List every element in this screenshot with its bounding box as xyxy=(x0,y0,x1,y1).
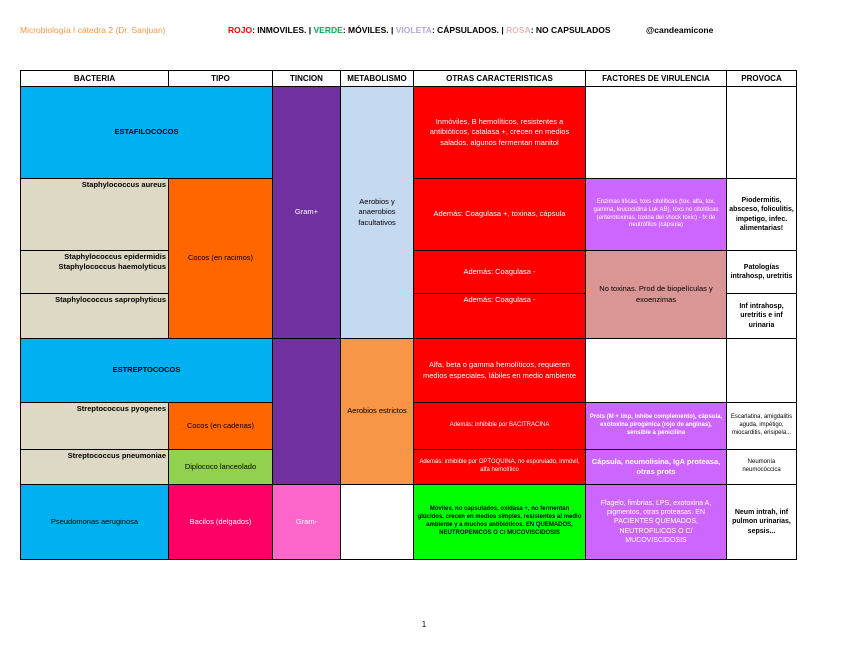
column-header-tipo: TIPO xyxy=(169,71,273,87)
otras-epidermidis: Además: Coagulasa - xyxy=(414,251,586,294)
virulencia-aureus: Enzimas líticas, toxs citolíticas (tox. alfa, tox. gamma, leucocidina Luk AB), toxs no citolíticas (enterotoxinas, toxina del shock toxic) - fx de neutrófilos (cápsula) xyxy=(586,179,727,251)
virulencia-pneumoniae: Cápsula, neumolisina, IgA proteasa, otras prots xyxy=(586,450,727,485)
bacteria-staph-saprophyticus: Staphylococcus saprophyticus xyxy=(21,294,169,339)
otras-saprophyticus: Además: Coagulasa - xyxy=(414,294,586,339)
page-number: 1 xyxy=(421,620,427,629)
metabolismo-aerobios-estrictos: Aerobios estrictos xyxy=(341,339,414,485)
virulencia-pseudomonas: Flagelo, fimbrias, LPS, exotoxina A, pigmentos, otras proteasas. EN PACIENTES QUEMADOS, NEUTROFILICOS O C/ MUCOVISCIDOSIS xyxy=(586,485,727,560)
virulencia-epidermidis xyxy=(586,251,727,339)
legend-rojo-text: : INMOVILES. | xyxy=(252,25,314,35)
provoca-estreptococos xyxy=(727,339,797,403)
legend-verde-text: : MÓVILES. | xyxy=(342,25,396,35)
metabolismo-pseudomonas xyxy=(341,485,414,560)
table-row xyxy=(21,87,797,179)
color-legend xyxy=(228,25,611,35)
tipo-bacilos-delgados: Bacilos (delgados) xyxy=(169,485,273,560)
group-estreptococos: ESTREPTOCOCOS xyxy=(21,339,273,403)
provoca-saprophyticus: Inf intrahosp, uretritis e inf urinaria xyxy=(727,294,797,339)
provoca-pneumoniae: Neumonía neumocóccica xyxy=(727,450,797,485)
provoca-estafilococos xyxy=(727,87,797,179)
virulencia-estreptococos xyxy=(586,339,727,403)
legend-violeta-text: : CÁPSULADOS. | xyxy=(431,25,507,35)
column-header-virulencia: FACTORES DE VIRULENCIA xyxy=(586,71,727,87)
tipo-cocos-cadenas: Cocos (en cadenas) xyxy=(169,403,273,450)
otras-pneumoniae: Además: inhibible por OPTOQUINA, no esporulado, inmóvil, alfa hemolítico xyxy=(414,450,586,485)
bacteria-pseudomonas: Pseudomonas aeruginosa xyxy=(21,485,169,560)
legend-rosa-label: ROSA xyxy=(506,25,531,35)
metabolismo-aerobios-facultativos: Aerobios y anaerobios facultativos xyxy=(341,87,414,339)
legend-verde-label: VERDE xyxy=(313,25,343,35)
table-row xyxy=(21,485,797,560)
provoca-aureus: Piodermitis, absceso, foliculitis, impetigo, infec. alimentarias! xyxy=(727,179,797,251)
bacteria-staph-aureus: Staphylococcus aureus xyxy=(21,179,169,251)
tincion-spacer xyxy=(273,339,341,485)
bacteria-name-epidermidis: Staphylococcus epidermidis xyxy=(64,252,166,261)
tincion-gram-positive: Gram+ xyxy=(273,87,341,339)
provoca-epidermidis: Patologías intrahosp, uretritis xyxy=(727,251,797,294)
otras-estafilococos: Inmóviles, B hemolíticos, resistentes a antibióticos, catalasa +, crecen en medios salados, algunos fermentan manitol xyxy=(414,87,586,179)
otras-estreptococos: Alfa, beta o gamma hemolíticos, requieren medios especiales, lábiles en medio ambiente xyxy=(414,339,586,403)
virulencia-epidermidis-text: No toxinas. Prod de biopelículas y exoenzimas xyxy=(599,284,713,304)
otras-pyogenes: Además: inhibible por BACITRACINA xyxy=(414,403,586,450)
otras-aureus: Además: Coagulasa +, toxinas, cápsula xyxy=(414,179,586,251)
group-estafilococos: ESTAFILOCOCOS xyxy=(21,87,273,179)
legend-rojo-label: ROJO xyxy=(228,25,253,35)
tincion-gram-negative: Gram- xyxy=(273,485,341,560)
table-row xyxy=(21,339,797,403)
bacteria-name-haemolyticus: Staphylococcus haemolyticus xyxy=(58,262,166,272)
column-header-otras: OTRAS CARACTERISTICAS xyxy=(414,71,586,87)
bacteria-staph-epidermidis xyxy=(21,251,169,294)
bacteria-strep-pyogenes: Streptococcus pyogenes xyxy=(21,403,169,450)
provoca-pyogenes: Escarlatina, amigdalitis aguda, impétigo, miocarditis, erisipela... xyxy=(727,403,797,450)
provoca-pseudomonas: Neum intrah, inf pulmon urinarias, sepsis... xyxy=(727,485,797,560)
virulencia-pyogenes: Prots (M + imp, inhibe complemento), cápsula, exotoxina pirogénica (rojo de anginas), sensible a penicilina xyxy=(586,403,727,450)
document-title: Microbiología I cátedra 2 (Dr. Sanjuan) xyxy=(20,25,166,35)
bacteria-table xyxy=(20,70,797,560)
legend-violeta-label: VIOLETA xyxy=(395,25,432,35)
author-handle: @candeamicone xyxy=(646,25,714,35)
legend-rosa-text: : NO CAPSULADOS xyxy=(530,25,611,35)
column-header-provoca: PROVOCA xyxy=(727,71,797,87)
tipo-cocos-racimos: Cocos (en racimos) xyxy=(169,179,273,339)
column-header-metabolismo: METABOLISMO xyxy=(341,71,414,87)
otras-pseudomonas: Móviles, no capsulados, oxidasa +, no fermentan glúcidos, crecen en medios simples, resistentes al medio ambiente y a muchos antibióticos. EN QUEMADOS, NEUTROPENICOS O C/ MUCOVISCIDOSIS xyxy=(414,485,586,560)
tipo-diplococo-lanceolado: Diplococo lanceolado xyxy=(169,450,273,485)
bacteria-strep-pneumoniae: Streptococcus pneumoniae xyxy=(21,450,169,485)
virulencia-estafilococos xyxy=(586,87,727,179)
column-header-bacteria: BACTERIA xyxy=(21,71,169,87)
table-header-row xyxy=(21,71,797,87)
column-header-tincion: TINCION xyxy=(273,71,341,87)
